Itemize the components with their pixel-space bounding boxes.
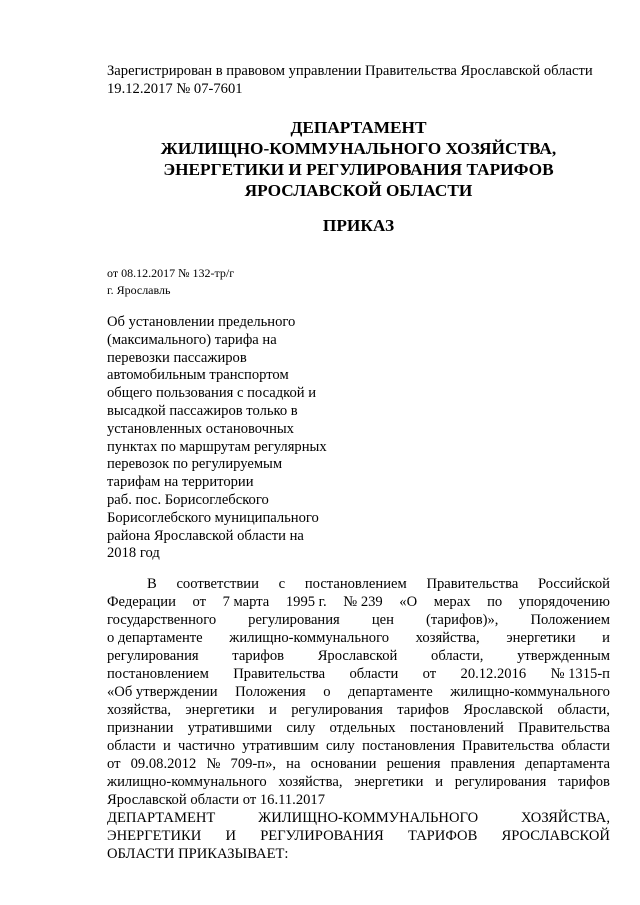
body-word: регулирования (248, 612, 340, 628)
body-word: и (163, 738, 171, 754)
body-line (107, 701, 610, 719)
body-word: постановлением (107, 666, 209, 682)
body-word: отдельных (329, 720, 396, 736)
body-word: Российской (538, 576, 610, 592)
registration-line-2: 19.12.2017 № 07-7601 (107, 81, 243, 97)
subject-line: перевозок по регулируемым (107, 456, 283, 473)
registration-line-1: Зарегистрирован в правовом управлении Правительства Ярославской области (107, 63, 593, 79)
subject-line: пунктах по маршрутам регулярных (107, 438, 327, 455)
body-word: жилищно-коммунального (229, 630, 390, 646)
body-word: с (278, 576, 286, 592)
body-word: № 239 (343, 594, 383, 610)
body-word: регулирования (107, 648, 199, 664)
subject-line: 2018 год (107, 545, 160, 562)
body-word: от (192, 594, 206, 610)
body-word: жилищно-коммунального (107, 774, 267, 790)
order-subject (107, 314, 347, 563)
body-line (107, 809, 610, 827)
order-city: г. Ярославль (107, 283, 171, 297)
body-word: департамента (525, 756, 610, 772)
subject-line: автомобильным транспортом (107, 367, 289, 384)
body-word: постановлений (409, 720, 504, 736)
body-word: хозяйства, (415, 630, 480, 646)
body-word: на (286, 756, 301, 772)
body-word: ХОЗЯЙСТВА, (520, 810, 610, 826)
body-word: хозяйства, (278, 774, 343, 790)
subject-line: раб. пос. Борисоглебского (107, 491, 269, 508)
body-word: и (435, 774, 444, 790)
body-word: регулирования (454, 774, 547, 790)
body-line (107, 827, 610, 845)
department-line: ЯРОСЛАВСКОЙ ОБЛАСТИ (244, 181, 473, 200)
subject-line: тарифам на территории (107, 474, 254, 491)
body-word: силу (286, 720, 316, 736)
order-date-number: от 08.12.2017 № 132-тр/г (107, 266, 235, 280)
body-line (107, 629, 610, 647)
subject-line: высадкой пассажиров только в (107, 402, 298, 419)
body-word: упорядочению (518, 594, 610, 610)
body-word: области (349, 666, 399, 682)
body-word: ДЕПАРТАМЕНТ (107, 810, 216, 826)
body-word: области, (431, 648, 484, 664)
body-line (107, 593, 610, 611)
body-word: энергетики (354, 774, 424, 790)
body-word: Правительства (233, 666, 326, 682)
body-word: частично (178, 738, 235, 754)
body-word: Положением (530, 612, 610, 628)
subject-line: (максимального) тарифа на (107, 331, 277, 348)
body-word: департаменте (348, 684, 433, 700)
subject-line: общего пользования с посадкой и (107, 385, 317, 402)
subject-line: Об установлении предельного (107, 314, 296, 330)
body-line (107, 611, 610, 629)
registration-note (107, 62, 617, 98)
subject-line: перевозки пассажиров (107, 349, 247, 366)
body-word: от (107, 756, 121, 772)
body-word: тарифов (558, 774, 610, 790)
body-word: 7 марта (222, 594, 270, 610)
department-heading (107, 117, 610, 201)
body-line (107, 755, 610, 773)
body-word: Ярославской (317, 648, 398, 664)
body-word: энергетики (506, 630, 576, 646)
body-word: В (147, 576, 157, 592)
body-word: «Об утверждении (107, 684, 218, 700)
body-word: ЭНЕРГЕТИКИ (107, 828, 202, 844)
body-word: 1995 г. (285, 594, 327, 610)
body-line (107, 575, 610, 593)
body-word: (тарифов)», (425, 612, 499, 628)
body-word: тарифов (397, 702, 450, 718)
body-word: решения (386, 756, 441, 772)
body-word: тарифов (232, 648, 285, 664)
body-word: области (107, 738, 156, 754)
body-word: № 1315-п (550, 666, 610, 682)
body-word: цен (371, 612, 394, 628)
body-line: Ярославской области от 16.11.2017 (107, 792, 326, 808)
body-word: № (206, 756, 221, 772)
body-word: жилищно-коммунального (450, 684, 610, 700)
body-word: постановления (362, 738, 455, 754)
body-word: правления (450, 756, 515, 772)
body-line (107, 665, 610, 683)
body-word: «О (399, 594, 418, 610)
body-word: Правительства (462, 738, 554, 754)
body-word: РЕГУЛИРОВАНИЯ (260, 828, 384, 844)
body-line (107, 647, 610, 665)
body-word: Положения (235, 684, 306, 700)
body-word: основании (310, 756, 377, 772)
body-word: утратившими (187, 720, 273, 736)
body-line (107, 719, 610, 737)
body-word: соответствии (176, 576, 259, 592)
body-word: утратившим (242, 738, 319, 754)
body-word: хозяйства, (107, 702, 172, 718)
body-word: постановлением (304, 576, 407, 592)
body-line (107, 683, 610, 701)
department-line: ЭНЕРГЕТИКИ И РЕГУЛИРОВАНИЯ ТАРИФОВ (163, 160, 554, 179)
body-word: силу (325, 738, 355, 754)
body-word: по (487, 594, 503, 610)
body-line (107, 737, 610, 755)
body-word: о департаменте (107, 630, 203, 646)
body-word: о (323, 684, 331, 700)
body-word: области (561, 738, 610, 754)
body-word: от (422, 666, 437, 682)
body-word: и (602, 630, 610, 646)
body-word: энергетики (185, 702, 255, 718)
body-word: ТАРИФОВ (407, 828, 478, 844)
body-word: мерах (433, 594, 471, 610)
body-word: регулирования (291, 702, 383, 718)
order-title: ПРИКАЗ (322, 216, 395, 235)
body-word: 09.08.2012 (130, 756, 197, 772)
order-body (107, 575, 610, 863)
body-word: признании (107, 720, 174, 736)
body-word: утвержденным (517, 648, 610, 664)
body-word: области, (557, 702, 610, 718)
body-line: ОБЛАСТИ ПРИКАЗЫВАЕТ: (107, 846, 289, 862)
subject-line: района Ярославской области на (107, 527, 304, 544)
department-line: ДЕПАРТАМЕНТ (290, 118, 427, 137)
subject-line: установленных остановочных (107, 420, 294, 437)
body-word: Ярославской (463, 702, 544, 718)
department-line: ЖИЛИЩНО-КОММУНАЛЬНОГО ХОЗЯЙСТВА, (160, 139, 557, 158)
body-word: 20.12.2016 (460, 666, 527, 682)
body-word: ЯРОСЛАВСКОЙ (501, 828, 610, 844)
body-line (107, 773, 610, 791)
body-word: Федерации (107, 594, 176, 610)
body-word: И (225, 828, 237, 844)
body-word: ЖИЛИЩНО-КОММУНАЛЬНОГО (258, 810, 479, 826)
body-word: Правительства (426, 576, 519, 592)
subject-line: Борисоглебского муниципального (107, 509, 319, 526)
body-word: Правительства (518, 720, 610, 736)
body-word: и (269, 702, 277, 718)
order-meta (107, 265, 234, 299)
body-word: 709-п», (230, 756, 277, 772)
body-word: государственного (107, 612, 217, 628)
